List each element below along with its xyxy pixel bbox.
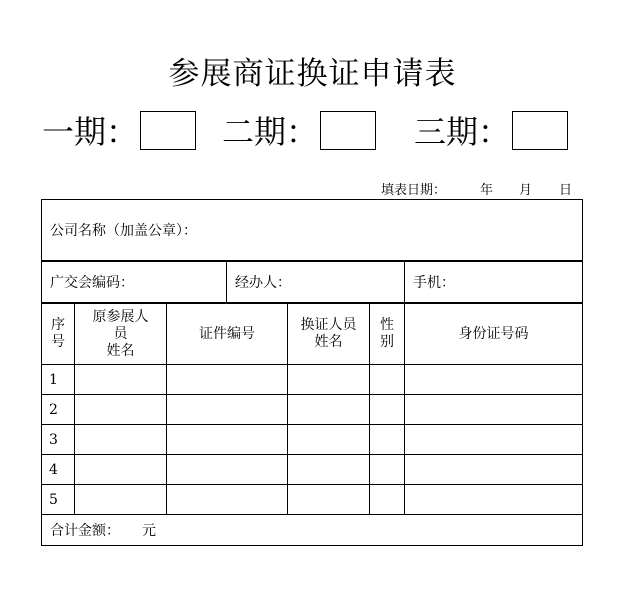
period-3-checkbox[interactable] — [512, 111, 568, 150]
col-gender-header: 性 别 — [370, 303, 405, 365]
col-orig-name-header: 原参展人 员 姓名 — [75, 303, 167, 365]
id-no-cell[interactable] — [405, 455, 583, 485]
col-seq-header: 序 号 — [42, 303, 75, 365]
cert-no-cell[interactable] — [167, 425, 288, 455]
total-amount-field[interactable] — [42, 515, 583, 546]
gender-cell[interactable] — [370, 485, 405, 515]
id-no-cell[interactable] — [405, 365, 583, 395]
orig-name-cell[interactable] — [75, 485, 167, 515]
company-name-field[interactable] — [42, 200, 583, 262]
period-2-checkbox[interactable] — [320, 111, 376, 150]
orig-name-cell[interactable] — [75, 455, 167, 485]
fill-date-label: 填表日期： — [381, 183, 447, 198]
fill-date — [381, 179, 572, 198]
period-3 — [414, 110, 568, 150]
new-name-cell[interactable] — [288, 455, 370, 485]
total-amount-label: 合计金额： — [50, 523, 120, 539]
row-number: 2 — [42, 395, 75, 425]
cert-no-cell[interactable] — [167, 395, 288, 425]
orig-name-cell[interactable] — [75, 395, 167, 425]
gender-cell[interactable] — [370, 425, 405, 455]
new-name-cell[interactable] — [288, 485, 370, 515]
col-new-name-header: 换证人员 姓名 — [288, 303, 370, 365]
id-no-cell[interactable] — [405, 395, 583, 425]
gender-cell[interactable] — [370, 455, 405, 485]
col-cert-no-header: 证件编号 — [167, 303, 288, 365]
row-number: 1 — [42, 365, 75, 395]
id-no-cell[interactable] — [405, 485, 583, 515]
fair-code-field[interactable] — [42, 261, 227, 303]
period-1 — [42, 110, 196, 150]
table-row — [42, 485, 583, 515]
handler-label: 经办人： — [235, 275, 291, 291]
orig-name-cell[interactable] — [75, 365, 167, 395]
table-row — [42, 395, 583, 425]
fill-date-day: 日 — [559, 183, 573, 198]
row-number: 3 — [42, 425, 75, 455]
gender-cell[interactable] — [370, 395, 405, 425]
phone-label: 手机： — [413, 275, 455, 291]
col-id-no-header: 身份证号码 — [405, 303, 583, 365]
period-3-label: 三期： — [414, 113, 511, 151]
period-1-label: 一期： — [42, 113, 139, 151]
row-number: 5 — [42, 485, 75, 515]
cert-no-cell[interactable] — [167, 455, 288, 485]
new-name-cell[interactable] — [288, 395, 370, 425]
table-row — [42, 365, 583, 395]
gender-cell[interactable] — [370, 365, 405, 395]
application-table — [41, 199, 583, 546]
fair-code-label: 广交会编码： — [50, 275, 134, 291]
row-number: 4 — [42, 455, 75, 485]
cert-no-cell[interactable] — [167, 365, 288, 395]
id-no-cell[interactable] — [405, 425, 583, 455]
total-amount-unit: 元 — [142, 523, 156, 539]
new-name-cell[interactable] — [288, 365, 370, 395]
new-name-cell[interactable] — [288, 425, 370, 455]
cert-no-cell[interactable] — [167, 485, 288, 515]
form-title: 参展商证换证申请表 — [168, 56, 457, 92]
table-row — [42, 425, 583, 455]
fill-date-year: 年 — [480, 183, 494, 198]
period-2-label: 二期： — [222, 113, 319, 151]
fill-date-month: 月 — [519, 183, 533, 198]
handler-field[interactable] — [227, 261, 405, 303]
table-row — [42, 455, 583, 485]
company-name-label: 公司名称（加盖公章）： — [50, 223, 197, 239]
phone-field[interactable] — [405, 261, 583, 303]
period-1-checkbox[interactable] — [140, 111, 196, 150]
period-2 — [222, 110, 376, 150]
orig-name-cell[interactable] — [75, 425, 167, 455]
